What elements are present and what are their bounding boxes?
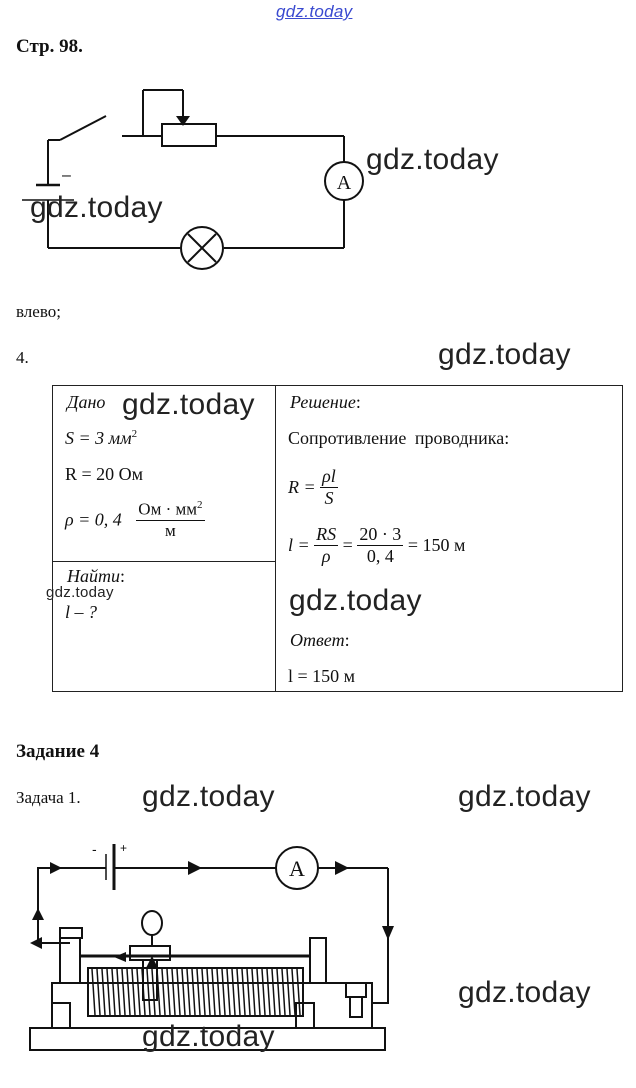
coil-turn	[202, 969, 205, 1015]
coil-turn	[187, 969, 190, 1015]
assignment-heading: Задание 4	[16, 741, 100, 762]
coil-turn	[252, 969, 255, 1015]
watermark-1: gdz.today	[366, 143, 499, 176]
coil-turn	[212, 969, 215, 1015]
coil-turn	[92, 969, 95, 1015]
coil-turn	[132, 969, 135, 1015]
battery-plus-sign: +	[120, 841, 128, 855]
coil-turn	[227, 969, 230, 1015]
coil-turn	[287, 969, 290, 1015]
coil-turn	[222, 969, 225, 1015]
coil-turn	[97, 969, 100, 1015]
coil-turn	[162, 969, 165, 1015]
current-arrow-1	[50, 862, 62, 874]
answer-line: l = 150 м	[288, 666, 356, 686]
coil-turn	[117, 969, 120, 1015]
coil-turn	[167, 969, 170, 1015]
coil-turn	[152, 969, 155, 1015]
watermark-9: gdz.today	[142, 1020, 275, 1053]
problem-label: Задача 1.	[16, 788, 81, 807]
circuit-diagram-1	[0, 80, 380, 280]
watermark-small: gdz.today	[46, 584, 114, 601]
answer-direction: влево;	[16, 302, 61, 321]
watermark-4: gdz.today	[122, 388, 255, 421]
coil-turn	[112, 969, 115, 1015]
coil-turn	[297, 969, 300, 1015]
coil-turn	[257, 969, 260, 1015]
battery-minus-label: –	[62, 167, 71, 184]
given-s: S = 3 $мм^2$	[65, 428, 138, 448]
coil-turn	[292, 969, 295, 1015]
solution-title: Решение	[290, 392, 356, 412]
coil-turn	[102, 969, 105, 1015]
given-rho: ρ = 0, 4 $\frac{Ом \cdot мм^2}{м}$	[65, 499, 203, 540]
coil-turn	[237, 969, 240, 1015]
given-r: R = 20 Ом	[65, 464, 144, 484]
coil-turns	[92, 969, 300, 1015]
answer-title: Ответ	[290, 630, 345, 650]
coil-turn	[272, 969, 275, 1015]
coil-turn	[182, 969, 185, 1015]
coil-turn	[232, 969, 235, 1015]
battery-minus-sign: -	[92, 841, 97, 857]
coil-turn	[107, 969, 110, 1015]
watermark-3: gdz.today	[438, 338, 571, 371]
coil-turn	[247, 969, 250, 1015]
solution-text: Сопротивление проводника:	[288, 428, 510, 448]
ammeter2-label: A	[289, 856, 305, 881]
coil-turn	[207, 969, 210, 1015]
current-arrow-4	[382, 926, 394, 940]
current-arrow-6	[30, 937, 42, 949]
current-arrow-7	[114, 952, 126, 962]
coil-turn	[282, 969, 285, 1015]
current-arrow-5	[32, 908, 44, 920]
watermark-7: gdz.today	[458, 780, 591, 813]
watermark-6: gdz.today	[142, 780, 275, 813]
find-title: Найти	[67, 566, 120, 586]
watermark-top: gdz.today	[276, 2, 353, 21]
ammeter-label: A	[336, 172, 352, 194]
coil-turn	[277, 969, 280, 1015]
coil-turn	[192, 969, 195, 1015]
coil-turn	[137, 969, 140, 1015]
coil-turn	[177, 969, 180, 1015]
rheostat-body	[162, 124, 216, 146]
task-table	[52, 385, 623, 692]
formula-resistance: R = $\frac{\rho l}{S}$	[288, 466, 336, 508]
coil-turn	[122, 969, 125, 1015]
switch-blade	[60, 116, 106, 140]
coil-turn	[262, 969, 265, 1015]
find-cell: Найти: l – ?	[53, 562, 276, 692]
coil-turn	[147, 969, 150, 1015]
given-title: Дано	[67, 392, 106, 412]
find-line: l – ?	[65, 602, 98, 622]
coil-turn	[217, 969, 220, 1015]
formula-length: l = $\frac{RS}{\rho}$ = $\frac{20 \cdot 3}{0, 4}$ = 150 м	[288, 524, 466, 566]
coil-turn	[172, 969, 175, 1015]
current-arrow-2	[188, 861, 202, 875]
page-header: Стр. 98.	[16, 36, 83, 57]
coil-turn	[267, 969, 270, 1015]
watermark-5: gdz.today	[289, 584, 422, 617]
solution-cell: Решение: Сопротивление проводника: R = $\frac{\rho l}{S}$ l = $\frac{RS}{\rho}$ = $\frac{20 \cdot 3}{0, 4}$ = 150 м Ответ: l = 150 м	[276, 386, 623, 692]
coil-turn	[197, 969, 200, 1015]
current-arrow-3	[335, 861, 349, 875]
watermark-8: gdz.today	[458, 976, 591, 1009]
watermark-2: gdz.today	[30, 191, 163, 224]
coil-turn	[127, 969, 130, 1015]
item-number: 4.	[16, 348, 29, 367]
coil-turn	[242, 969, 245, 1015]
